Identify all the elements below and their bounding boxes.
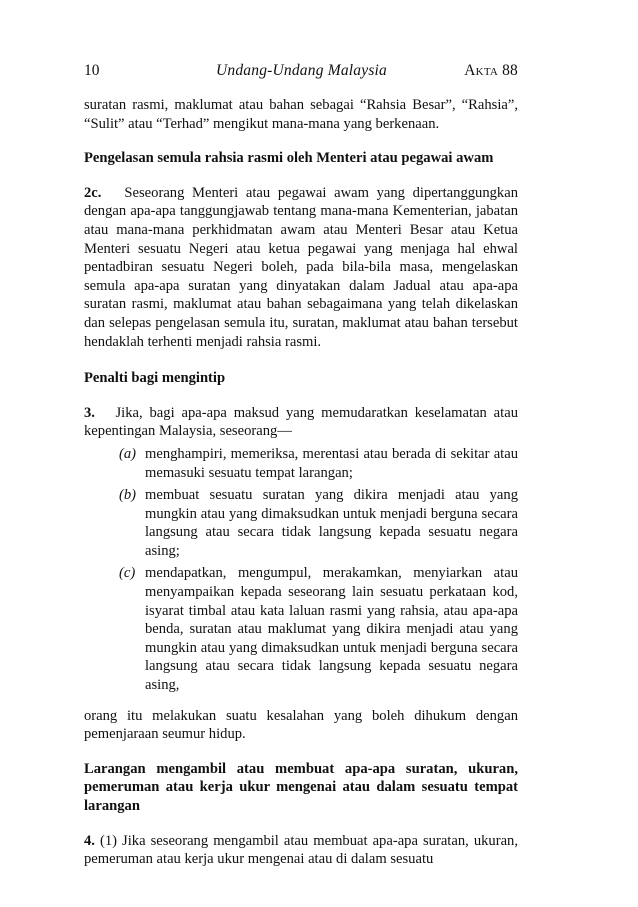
section-2c-number: 2c. — [84, 184, 102, 201]
act-label: Akta — [464, 62, 499, 79]
act-reference — [464, 62, 518, 81]
act-number: 88 — [502, 62, 518, 79]
section-2c-text: Seseorang Menteri atau pegawai awam yang dipertanggungkan dengan apa-apa tanggungjawab tentang mana-mana Kementerian, jabatan atau mana-mana perkhidmatan awam atau Menteri Besar atau Ketua Menteri sesuatu Negeri atau ketua pegawai yang menjaga hal ehwal pentadbiran sesuatu Negeri boleh, pada bila-bila masa, mengelaskan semula apa-apa suratan yang dinyatakan dalam Jadual atau apa-apa suratan rasmi, maklumat atau bahan sebagaimana yang telah dikelaskan dan selepas pengelasan semula itu, suratan, maklumat atau bahan tersebut hendaklah terhenti menjadi rahsia rasmi. — [84, 184, 519, 350]
list-item-text: menghampiri, memeriksa, merentasi atau berada di sekitar atau memasuki sesuatu tempat larangan; — [145, 445, 518, 481]
list-item-text: membuat sesuatu suratan yang dikira menjadi atau yang mungkin atau yang dimaksudkan untuk menjadi berguna secara langsung atau secara tidak langsung kepada sesuatu negara asing; — [145, 487, 518, 559]
section-4-heading: Larangan mengambil atau membuat apa-apa suratan, ukuran, pemeruman atau kerja ukur mengenai atau dalam sesuatu tempat larangan — [84, 760, 518, 814]
running-title: Undang-Undang Malaysia — [216, 62, 388, 79]
section-3-list — [84, 445, 518, 695]
list-item — [84, 486, 518, 560]
section-3-closing: orang itu melakukan suatu kesalahan yang boleh dihukum dengan pemenjaraan seumur hidup. — [84, 707, 518, 743]
page-header — [84, 62, 518, 82]
document-body — [84, 96, 518, 869]
list-item-label: (c) — [119, 565, 136, 582]
section-2c-paragraph — [84, 184, 518, 351]
intro-paragraph: suratan rasmi, maklumat atau bahan sebagai “Rahsia Besar”, “Rahsia”, “Sulit” atau “Terhad” mengikut mana-mana yang berkenaan. — [84, 97, 518, 132]
section-3-paragraph — [84, 404, 518, 441]
section-3-heading: Penalti bagi mengintip — [84, 370, 226, 387]
list-item — [84, 445, 518, 482]
list-item-label: (b) — [119, 487, 137, 504]
section-4-number: 4. — [84, 832, 95, 849]
section-2c-heading: Pengelasan semula rahsia rasmi oleh Menteri atau pegawai awam — [84, 150, 494, 167]
section-4-paragraph — [84, 832, 518, 869]
section-3-text: Jika, bagi apa-apa maksud yang memudaratkan keselamatan atau kepentingan Malaysia, seseorang— — [84, 404, 518, 440]
list-item — [84, 564, 518, 694]
section-4-text: (1) Jika seseorang mengambil atau membuat apa-apa suratan, ukuran, pemeruman atau kerja ukur mengenai atau di dalam sesuatu — [84, 832, 518, 868]
page-number: 10 — [84, 62, 100, 79]
list-item-label: (a) — [119, 445, 137, 462]
list-item-text: mendapatkan, mengumpul, merakamkan, menyiarkan atau menyampaikan kepada seseorang lain sesuatu perkataan kod, isyarat timbal atau kata laluan rasmi yang rahsia, atau apa-apa benda, suratan atau maklumat yang dikira menjadi atau yang mungkin atau yang dimaksudkan untuk menjadi berguna secara langsung atau secara tidak langsung kepada sesuatu negara asing, — [145, 565, 518, 694]
section-3-number: 3. — [84, 404, 95, 421]
